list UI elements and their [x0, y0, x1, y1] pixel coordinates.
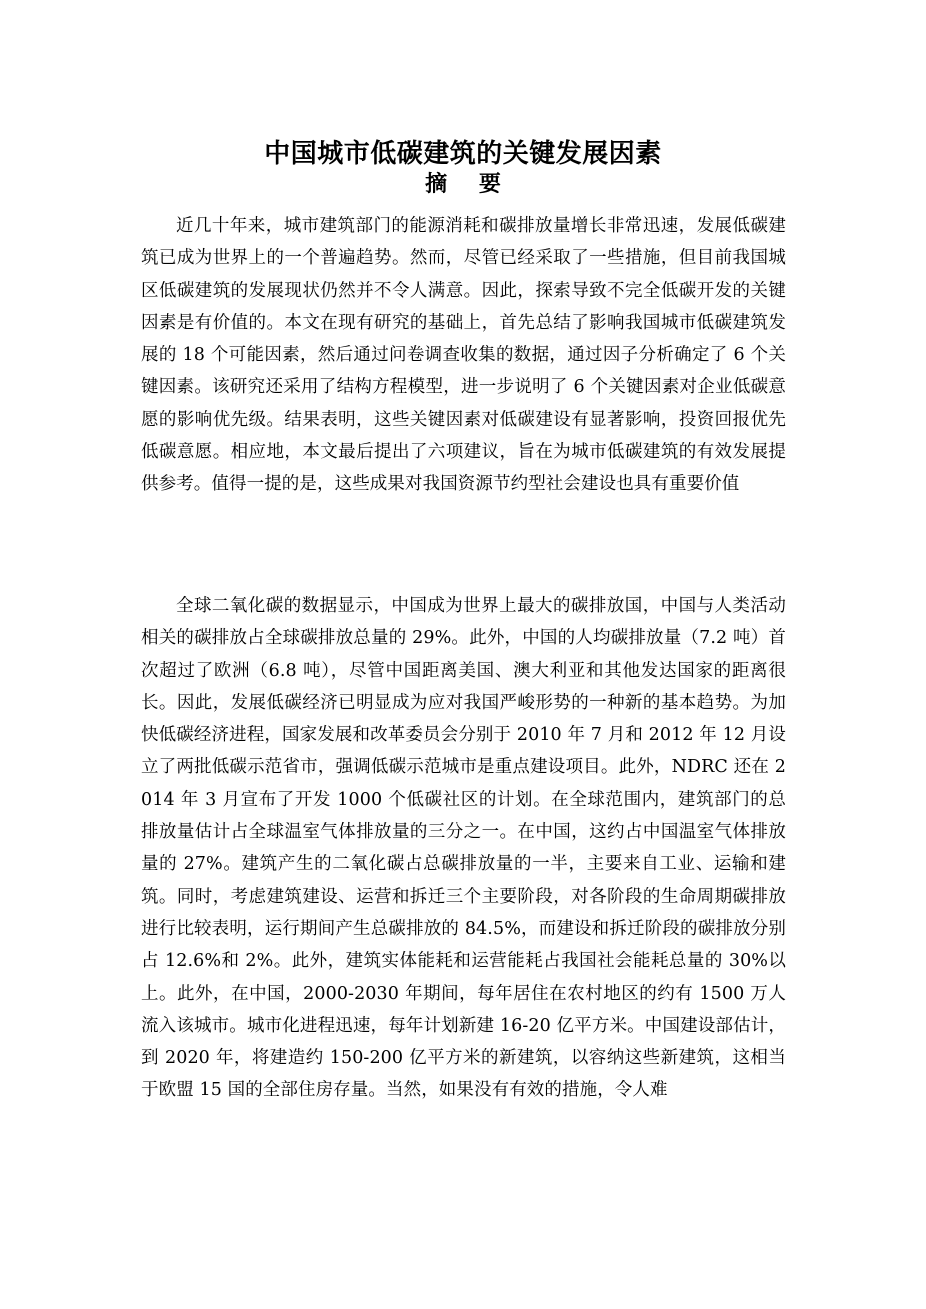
abstract-paragraph: 近几十年来，城市建筑部门的能源消耗和碳排放量增长非常迅速，发展低碳建筑已成为世界上的一个普遍趋势。然而，尽管已经采取了一些措施，但目前我国城区低碳建筑的发展现状仍然并不令人满意。因此，探索导致不完全低碳开发的关键因素是有价值的。本文在现有研究的基础上，首先总结了影响我国城市低碳建筑发展的 18 个可能因素，然后通过问卷调查收集的数据，通过因子分析确定了 6 个关键因素。该研究还采用了结构方程模型，进一步说明了 6 个关键因素对企业低碳意愿的影响优先级。结果表明，这些关键因素对低碳建设有显著影响，投资回报优先低碳意愿。相应地，本文最后提出了六项建议，旨在为城市低碳建筑的有效发展提供参考。值得一提的是，这些成果对我国资源节约型社会建设也具有重要价值	[141, 216, 786, 495]
document-title: 中国城市低碳建筑的关键发展因素	[264, 139, 662, 170]
body-paragraph: 全球二氧化碳的数据显示，中国成为世界上最大的碳排放国，中国与人类活动相关的碳排放占全球碳排放总量的 29%。此外，中国的人均碳排放量（7.2 吨）首次超过了欧洲（6.8 吨），尽管中国距离美国、澳大利亚和其他发达国家的距离很长。因此，发展低碳经济已明显成为应对我国严峻形势的一种新的基本趋势。为加快低碳经济进程，国家发展和改革委员会分别于 2010 年 7 月和 2012 年 12 月设立了两批低碳示范省市，强调低碳示范城市是重点建设项目。此外，NDRC 还在 2014 年 3 月宣布了开发 1000 个低碳社区的计划。在全球范围内，建筑部门的总排放量估计占全球温室气体排放量的三分之一。在中国，这约占中国温室气体排放量的 27%。建筑产生的二氧化碳占总碳排放量的一半，主要来自工业、运输和建筑。同时，考虑建筑建设、运营和拆迁三个主要阶段，对各阶段的生命周期碳排放进行比较表明，运行期间产生总碳排放的 84.5%，而建设和拆迁阶段的碳排放分别占 12.6%和 2%。此外，建筑实体能耗和运营能耗占我国社会能耗总量的 30%以上。此外，在中国，2000-2030 年期间，每年居住在农村地区的约有 1500 万人流入该城市。城市化进程迅速，每年计划新建 16-20 亿平方米。中国建设部估计，到 2020 年，将建造约 150-200 亿平方米的新建筑，以容纳这些新建筑，这相当于欧盟 15 国的全部住房存量。当然，如果没有有效的措施，令人难	[141, 596, 786, 1101]
abstract-heading: 摘 要	[425, 172, 513, 197]
